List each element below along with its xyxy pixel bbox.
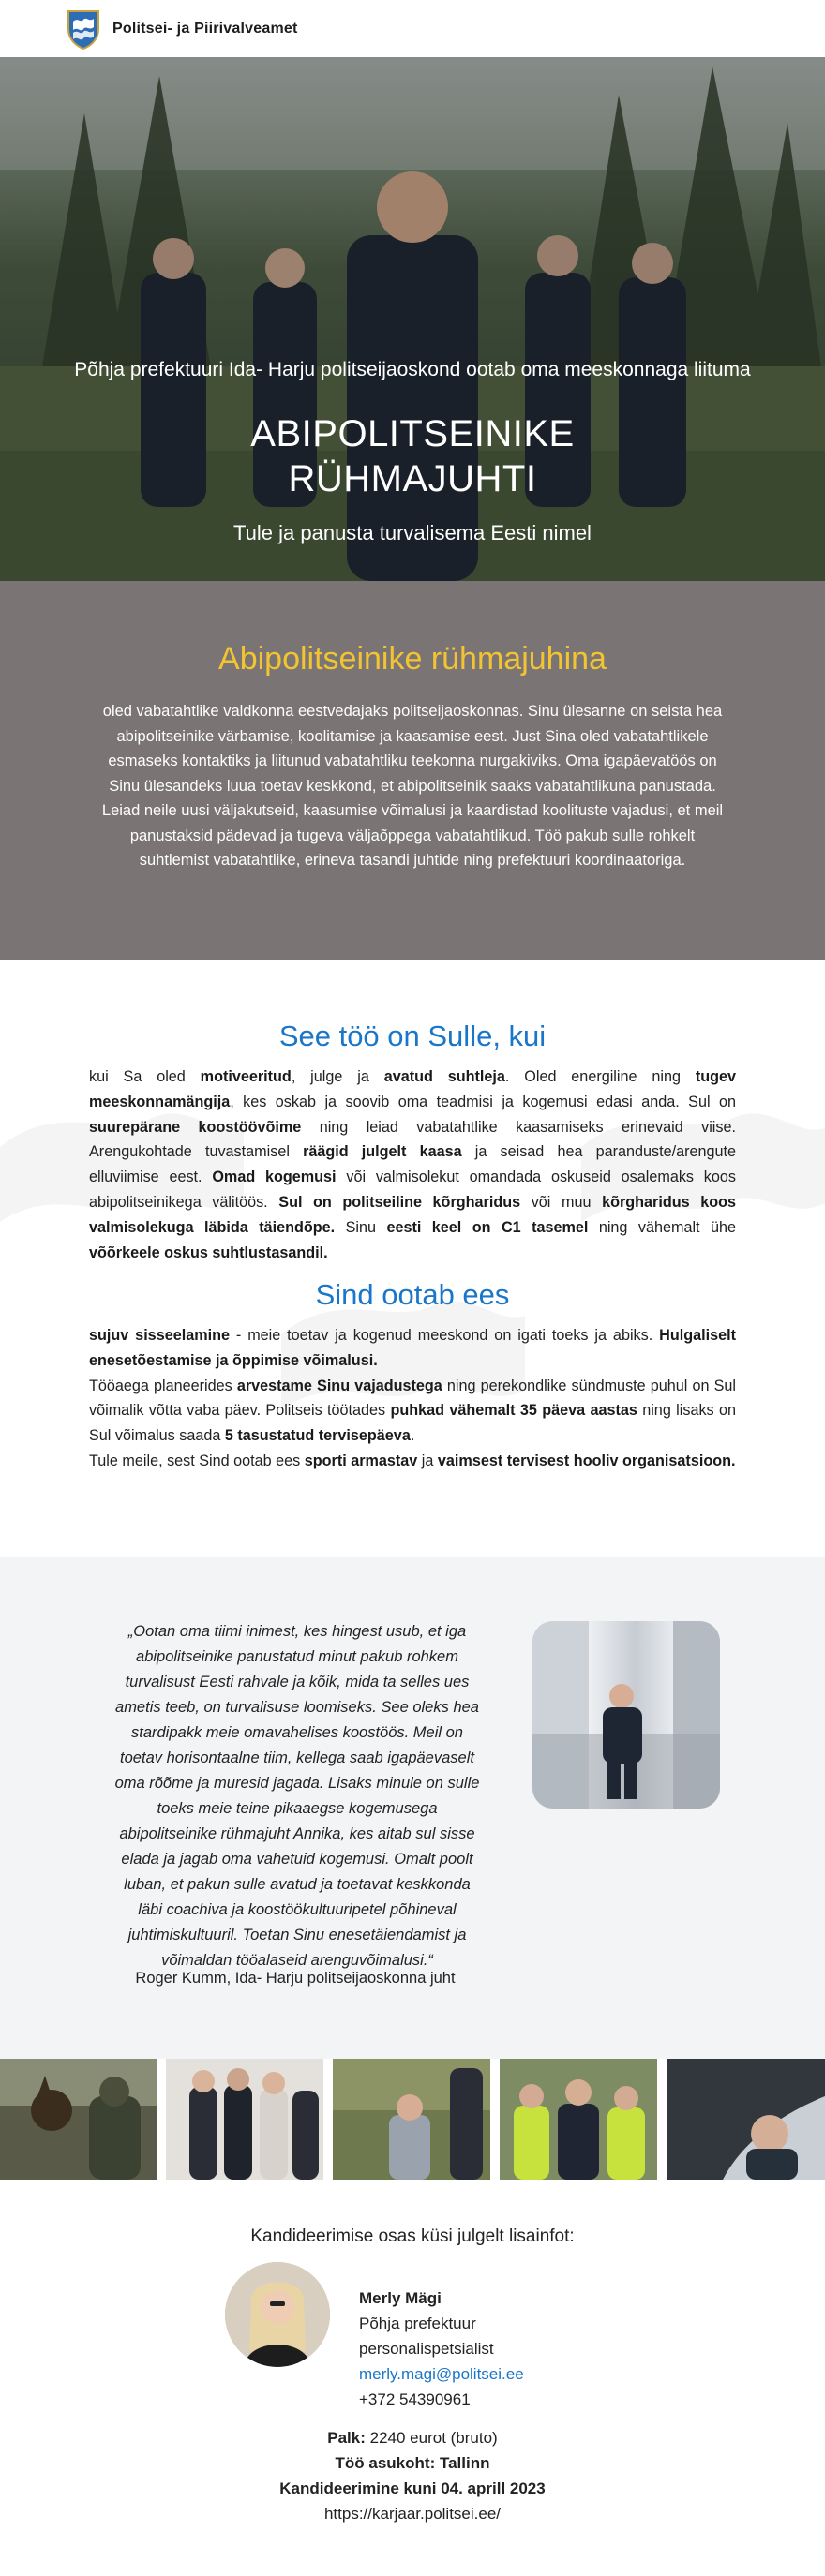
hero-overlay [0, 57, 825, 581]
strip-photo-officers [500, 2059, 657, 2180]
hero-tagline: Tule ja panusta turvalisema Eesti nimel [233, 521, 592, 544]
quote-author-photo [532, 1621, 720, 1809]
org-name[interactable]: Politsei- ja Piirivalveamet [112, 20, 298, 37]
strip-photo-child [333, 2059, 490, 2180]
quote-author: Roger Kumm, Ida- Harju politseijaoskonna juht [135, 1970, 456, 1987]
police-logo-icon[interactable] [66, 8, 101, 50]
benefits-text [89, 1323, 736, 1474]
salary-line: Palk: 2240 eurot (bruto) [327, 2429, 498, 2447]
benefits-line-3: Tule meile, sest Sind ootab ees sporti armastav ja vaimsest tervisest hooliv organisatsioon. [89, 1452, 736, 1469]
benefits-line-2: Tööaega planeerides arvestame Sinu vajadustega ning perekondlike sündmuste puhul on Sul võimalik võtta vaba päev. Politseis töötades puhkad vähemalt 35 päeva aastas ning lisaks on Sul võimalus saada 5 tasustatud tervisepäeva. [89, 1377, 736, 1445]
photo-strip [0, 2059, 825, 2180]
contact-heading: Kandideerimise osas küsi julgelt lisainfot: [250, 2226, 575, 2246]
deadline-line: Kandideerimine kuni 04. aprill 2023 [279, 2479, 546, 2497]
benefits-line-1: sujuv sisseelamine - meie toetav ja kogenud meeskond on igati toeks ja abiks. Hulgaliselt enesetõestamise ja õppimise võimalusi. [89, 1327, 736, 1369]
strip-photo-helicopter [667, 2059, 825, 2180]
hero-title-line1: ABIPOLITSEINIKE [250, 413, 575, 454]
hero-title-line2: RÜHMAJUHTI [288, 458, 537, 499]
contact-role-unit: Põhja prefektuur [359, 2315, 476, 2332]
quote-section [0, 1557, 825, 2059]
requirements-section [0, 960, 825, 1557]
requirements-title: See töö on Sulle, kui [278, 1020, 547, 1052]
hero-subtitle: Põhja prefektuuri Ida- Harju politseijaoskond ootab oma meeskonnaga liituma [74, 359, 751, 380]
contact-name: Merly Mägi [359, 2289, 442, 2307]
intro-section [0, 581, 825, 960]
location-line: Töö asukoht: Tallinn [335, 2454, 490, 2472]
intro-title: Abipolitseinike rühmajuhina [218, 641, 607, 677]
benefits-title: Sind ootab ees [315, 1278, 510, 1311]
contact-phone[interactable]: +372 54390961 [359, 2390, 471, 2408]
contact-avatar [225, 2262, 330, 2367]
contact-role-title: personalispetsialist [359, 2340, 494, 2358]
contact-email-link[interactable]: merly.magi@politsei.ee [359, 2365, 524, 2383]
quote-text: „Ootan oma tiimi inimest, kes hingest usub, et iga abipolitseinike panustatud minut pakub rohkem turvalisust Eesti rahvale ja kõik, mida ta selles ues ametis teeb, on turvalisuse loomiseks. See oleks hea stardipakk meie omavahelises koostöös. Meil on toetav horisontaalne tiim, kellega saab igapäevaselt oma rõõme ja muresid jagada. Lisaks minule on sulle toeks meie teine pikaaegse kogemusega abipolitseinike rühmajuht Annika, kes aitab sul sisse elada ja jagab oma vahetuid kogemusi. Omalt poolt luban, et pakun sulle avatud ja toetavat keskkonda läbi coachiva ja koostöökultuuripetel põhineval juhtimiskultuuril. Toetan Sinu enesetäiendamist ja võimaldan tööalaseid arenguvõimalusi.“ [114, 1623, 480, 1969]
requirements-text: kui Sa oled motiveeritud, julge ja avatud suhtleja. Oled energiline ning tugev meeskonnamängija, kes oskab ja soovib oma teadmisi ja kogemusi edasi anda. Sul on suurepärane koostöövõime ning leiad vabatahtlike kaasamiseks erinevaid viise. Arengukohtade tuvastamisel räägid julgelt kaasa ja seisad hea paranduste/arengute elluviimise eest. Omad kogemusi või valmisolekut omandada oskuseid osalemaks koos abipolitseinikega välitöös. Sul on politseiline kõrgharidus või muu kõrgharidus koos valmisolekuga läbida täiendõpe. Sinu eesti keel on C1 tasemel ning vähemalt ühe võõrkeele oskus suhtlustasandil. [89, 1068, 737, 1261]
strip-photo-dog-handler [0, 2059, 158, 2180]
hero-banner [0, 57, 825, 581]
strip-photo-team [166, 2059, 323, 2180]
hero-title [0, 411, 825, 501]
contact-section [0, 2180, 825, 2576]
site-header [0, 0, 825, 57]
intro-text: oled vabatahtlike valdkonna eestvedajaks politseijaoskonnas. Sinu ülesanne on seista hea abipolitseinike värbamise, koolitamise ja kaasamise eest. Just Sina oled vabatahtlikele esmaseks kontaktiks ja liitunud vabatahtliku teekonna nurgakiviks. Oma igapäevatöös on Sinu ülesandeks luua toetav keskkond, et abipolitseinik saaks vabatahtlikuna panustada. Leiad neile uusi väljakutseid, kaasumise võimalusi ja kaardistad koolituste vajadusi, et meil panustaksid pädevad ja tugeva väljaõppega vabatahtlikud. Töö pakub sulle rohkelt suhtlemist vabatahtlike, erineva tasandi juhtide ning prefektuuri koordinaatoriga. [101, 703, 724, 869]
career-site-link[interactable]: https://karjaar.politsei.ee/ [323, 2505, 502, 2523]
